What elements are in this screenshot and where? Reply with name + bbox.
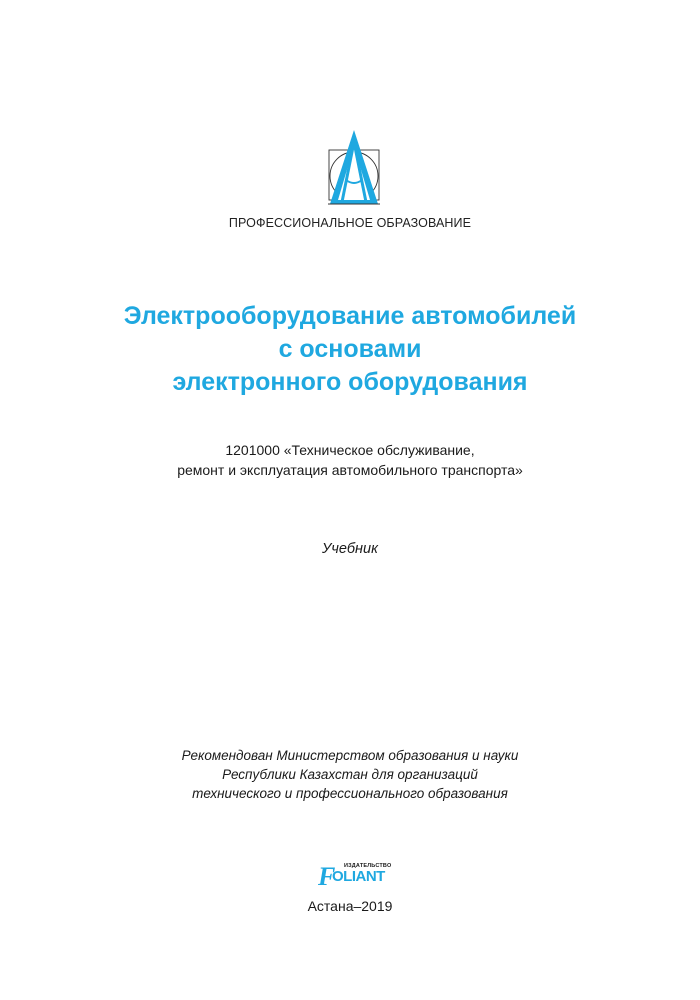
book-kind: Учебник — [322, 541, 378, 557]
recommendation-line: Республики Казахстан для организаций — [222, 767, 478, 782]
publisher-logo — [318, 858, 392, 894]
book-title-line: Электрооборудование автомобилей — [123, 302, 577, 330]
book-title-line: с основами — [278, 335, 422, 363]
ministry-recommendation — [0, 746, 700, 803]
series-label: ПРОФЕССИОНАЛЬНОЕ ОБРАЗОВАНИЕ — [228, 216, 472, 230]
recommendation-line: технического и профессионального образования — [192, 786, 508, 801]
specialty-line: ремонт и эксплуатация автомобильного транспорта» — [177, 462, 523, 478]
book-title-line: электронного оборудования — [172, 368, 528, 396]
recommendation-line: Рекомендован Министерством образования и науки — [181, 748, 519, 763]
specialty-line: 1201000 «Техническое обслуживание, — [225, 442, 475, 458]
publisher-logo-name: OLIANT — [332, 868, 385, 885]
book-title — [0, 300, 700, 399]
specialty-code — [0, 440, 700, 480]
publisher-logo-small-label: ИЗДАТЕЛЬСТВО — [344, 863, 392, 869]
imprint-city-year: Астана–2019 — [307, 898, 393, 914]
compass-triangle-emblem-icon — [328, 128, 380, 206]
publisher-logo-initial: F — [318, 862, 336, 891]
